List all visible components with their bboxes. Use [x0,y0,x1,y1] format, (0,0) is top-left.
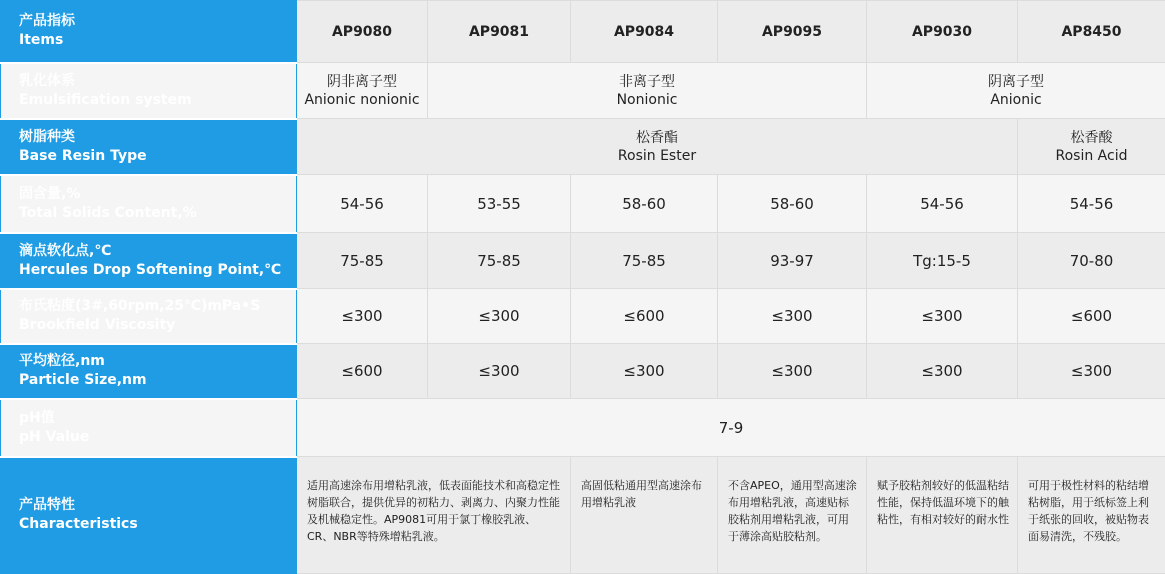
solids-value: 54-56 [1018,175,1165,233]
resin-group-zh: 松香酯 [300,129,1014,147]
softening-value: Tg:15-5 [867,233,1018,289]
viscosity-label-zh: 布氏粘度(3#,60rpm,25℃)mPa•S [19,297,288,316]
solids-value: 58-60 [571,175,718,233]
header-row [1,1,1165,63]
particle-label-en: Particle Size,nm [19,371,288,390]
viscosity-value: ≤600 [1018,289,1165,344]
ph-value: 7-9 [297,399,1165,457]
solids-label-cell [1,175,297,233]
resin-label-en: Base Resin Type [19,147,288,166]
solids-value: 58-60 [718,175,867,233]
product-ap9084: AP9084 [571,1,718,63]
ph-row [1,399,1165,457]
solids-label-en: Total Solids Content,% [19,204,288,223]
characteristics-text: 不含APEO，通用型高速涂布用增粘乳液，高速贴标胶粘剂用增粘乳液，可用于薄涂高贴胶粘剂。 [718,457,867,574]
viscosity-value: ≤600 [571,289,718,344]
viscosity-value: ≤300 [718,289,867,344]
emulsification-label-cell [1,63,297,119]
ph-label-en: pH Value [19,428,288,447]
characteristics-text: 可用于极性材料的粘结增粘树脂，用于纸标签上利于纸张的回收，被贴物表面易清洗，不残胶。 [1018,457,1165,574]
resin-rosin-ester [297,119,1018,175]
resin-group-zh: 松香酸 [1021,129,1162,147]
softening-value: 75-85 [428,233,571,289]
emulsification-label-zh: 乳化体系 [19,72,288,91]
header-label-zh: 产品指标 [19,12,288,31]
characteristics-label-cell [1,457,297,574]
resin-group-en: Rosin Acid [1021,147,1162,165]
particle-value: ≤300 [571,344,718,399]
viscosity-value: ≤300 [297,289,428,344]
ph-label-zh: pH值 [19,409,288,428]
solids-value: 54-56 [297,175,428,233]
header-label-en: Items [19,31,288,50]
softening-row [1,233,1165,289]
viscosity-value: ≤300 [867,289,1018,344]
emulsification-group-en: Nonionic [431,91,863,109]
emulsification-group-en: Anionic [870,91,1162,109]
emulsification-anionic-nonionic [297,63,428,119]
softening-value: 70-80 [1018,233,1165,289]
characteristics-text: 高固低粘通用型高速涂布用增粘乳液 [571,457,718,574]
header-label-cell [1,1,297,63]
characteristics-text: 适用高速涂布用增粘乳液，低表面能技术和高稳定性树脂联合，提供优异的初粘力、剥离力、内聚力性能及机械稳定性。AP9081可用于氯丁橡胶乳液、CR、NBR等特殊增粘乳液。 [297,457,571,574]
emulsification-group-en: Anionic nonionic [300,91,424,109]
emulsification-label-en: Emulsification system [19,91,288,110]
solids-label-zh: 固含量,% [19,185,288,204]
product-ap9081: AP9081 [428,1,571,63]
product-ap8450: AP8450 [1018,1,1165,63]
ph-label-cell [1,399,297,457]
particle-value: ≤300 [718,344,867,399]
solids-value: 54-56 [867,175,1018,233]
particle-label-zh: 平均粒径,nm [19,352,288,371]
resin-rosin-acid [1018,119,1165,175]
characteristics-row [1,457,1165,574]
emulsification-group-zh: 阴非离子型 [300,73,424,91]
emulsification-group-zh: 非离子型 [431,73,863,91]
resin-label-cell [1,119,297,175]
characteristics-text: 赋予胶粘剂较好的低温粘结性能，保持低温环境下的触粘性，有相对较好的耐水性 [867,457,1018,574]
softening-label-en: Hercules Drop Softening Point,℃ [19,261,288,280]
softening-label-zh: 滴点软化点,℃ [19,242,288,261]
emulsification-group-zh: 阴离子型 [870,73,1162,91]
particle-label-cell [1,344,297,399]
particle-row [1,344,1165,399]
particle-value: ≤300 [867,344,1018,399]
product-ap9095: AP9095 [718,1,867,63]
product-ap9080: AP9080 [297,1,428,63]
emulsification-nonionic [428,63,867,119]
particle-value: ≤600 [297,344,428,399]
particle-value: ≤300 [428,344,571,399]
viscosity-label-cell [1,289,297,344]
particle-value: ≤300 [1018,344,1165,399]
softening-value: 75-85 [297,233,428,289]
emulsification-row [1,63,1165,119]
solids-row [1,175,1165,233]
product-ap9030: AP9030 [867,1,1018,63]
viscosity-row [1,289,1165,344]
softening-value: 75-85 [571,233,718,289]
solids-value: 53-55 [428,175,571,233]
softening-label-cell [1,233,297,289]
resin-row [1,119,1165,175]
characteristics-label-en: Characteristics [19,515,288,534]
viscosity-value: ≤300 [428,289,571,344]
resin-label-zh: 树脂种类 [19,128,288,147]
emulsification-anionic [867,63,1165,119]
softening-value: 93-97 [718,233,867,289]
characteristics-label-zh: 产品特性 [19,496,288,515]
resin-group-en: Rosin Ester [300,147,1014,165]
viscosity-label-en: Brookfield Viscosity [19,316,288,335]
